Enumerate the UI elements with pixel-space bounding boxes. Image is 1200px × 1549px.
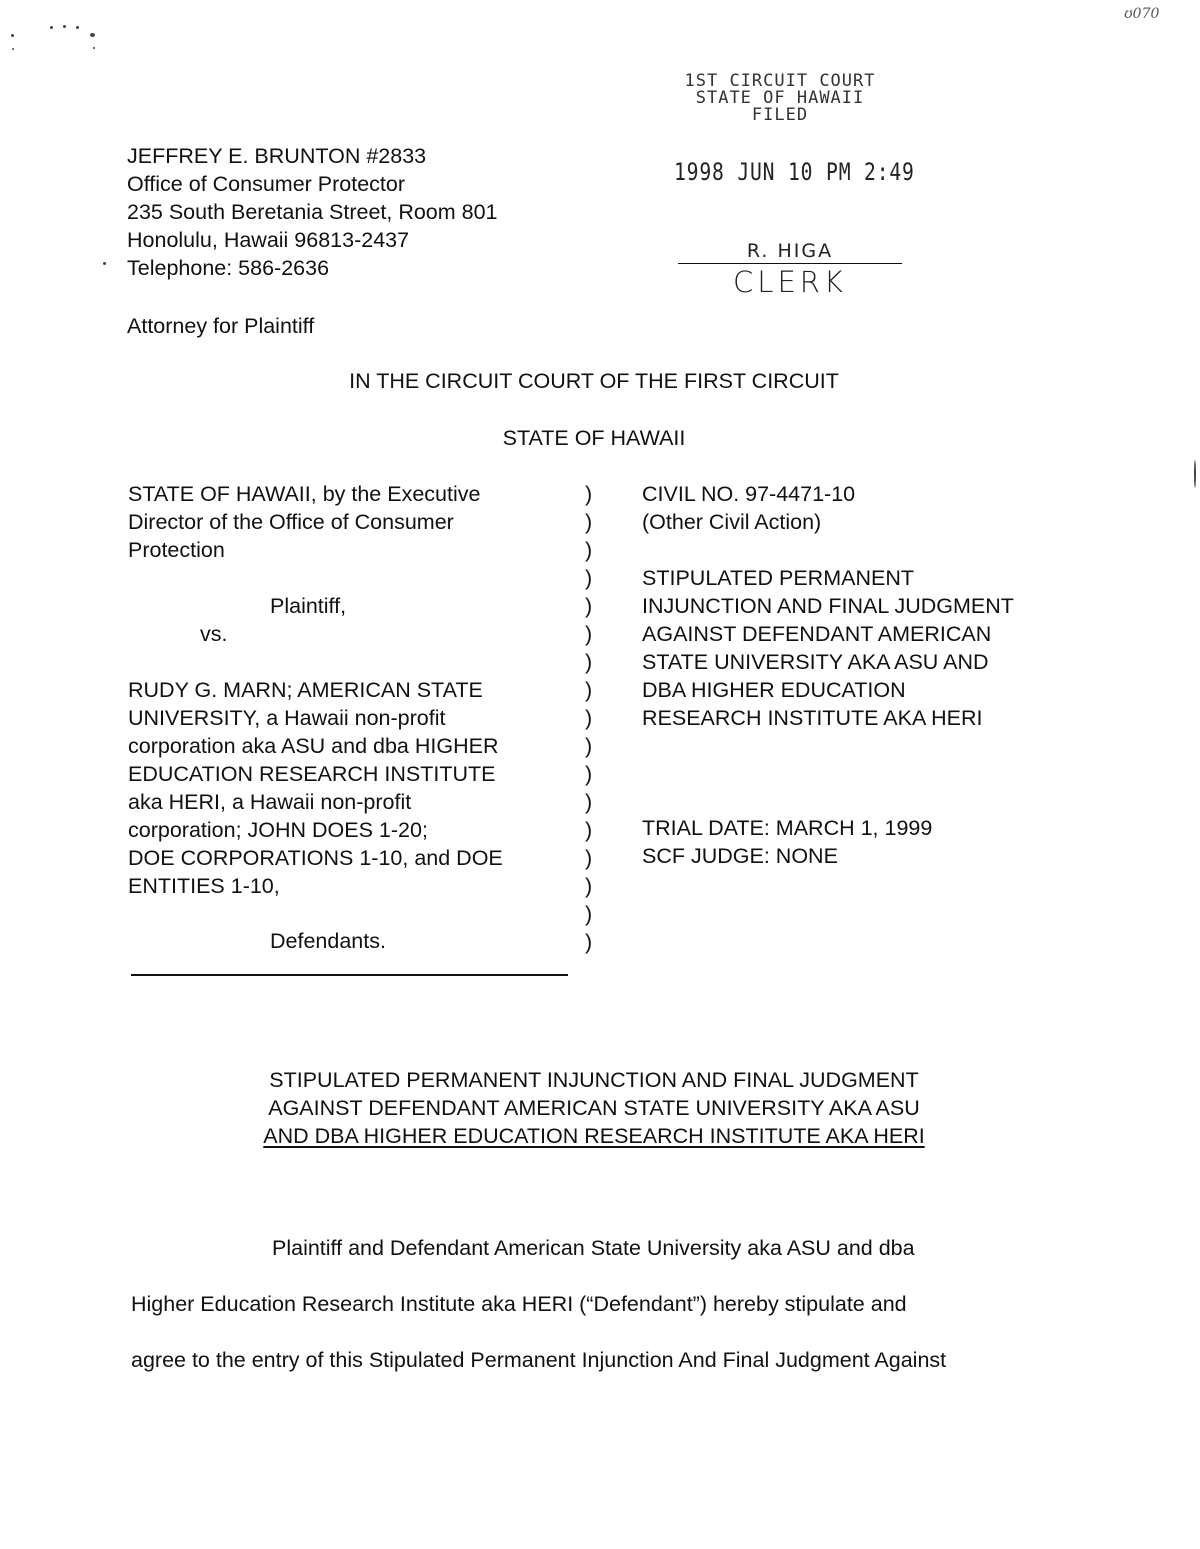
doc-title-line: STIPULATED PERMANENT [642, 566, 914, 590]
paren: ) [585, 706, 593, 730]
paren: ) [585, 510, 593, 534]
attorney-block [127, 142, 498, 282]
caption-rule [131, 974, 568, 976]
attorney-role: Attorney for Plaintiff [127, 314, 315, 338]
paren: ) [585, 650, 593, 674]
plaintiff-line: Protection [128, 538, 225, 562]
defendant-line: corporation; JOHN DOES 1-20; [128, 818, 428, 842]
court-state: STATE OF HAWAII [502, 426, 686, 450]
attorney-office: Office of Consumer Protector [127, 172, 406, 196]
clerk-name: R. HIGA [746, 240, 834, 262]
attorney-street: 235 South Beretania Street, Room 801 [127, 200, 498, 224]
paren: ) [585, 566, 593, 590]
heading-line: AGAINST DEFENDANT AMERICAN STATE UNIVERSITY AKA ASU [268, 1096, 920, 1120]
paren: ) [585, 818, 593, 842]
caption-defendants [128, 676, 503, 900]
stamp-state: STATE OF HAWAII [695, 88, 865, 108]
defendant-line: ENTITIES 1-10, [128, 874, 280, 898]
defendant-line: aka HERI, a Hawaii non-profit [128, 790, 412, 814]
stamp-datetime: 1998 JUN 10 PM 2:49 [674, 158, 915, 186]
body-line-3: agree to the entry of this Stipulated Permanent Injunction And Final Judgment Against [131, 1348, 947, 1372]
doc-title-line: STATE UNIVERSITY AKA ASU AND [642, 650, 989, 674]
versus-label: vs. [200, 622, 228, 646]
doc-title-line: AGAINST DEFENDANT AMERICAN [642, 622, 992, 646]
paren: ) [585, 846, 593, 870]
document-heading [0, 1066, 1188, 1150]
attorney-city: Honolulu, Hawaii 96813-2437 [127, 228, 410, 252]
body-line-1: Plaintiff and Defendant American State University aka ASU and dba [272, 1236, 915, 1260]
caption-plaintiff [128, 480, 480, 564]
paren: ) [585, 762, 593, 786]
caption-case-info [642, 480, 855, 536]
clerk-title: CLERK [733, 265, 847, 299]
judge: SCF JUDGE: NONE [642, 844, 838, 868]
court-title: IN THE CIRCUIT COURT OF THE FIRST CIRCUIT [349, 369, 839, 393]
defendant-line: DOE CORPORATIONS 1-10, and DOE [128, 846, 503, 870]
corner-file-mark: ʊ070 [1124, 6, 1160, 22]
paren: ) [585, 902, 593, 926]
caption-doc-title [642, 564, 1014, 732]
paren: ) [585, 930, 593, 954]
paren: ) [585, 482, 593, 506]
plaintiff-line: STATE OF HAWAII, by the Executive [128, 482, 481, 506]
trial-date: TRIAL DATE: MARCH 1, 1999 [642, 816, 933, 840]
paren: ) [585, 622, 593, 646]
civil-number: CIVIL NO. 97-4471-10 [642, 482, 856, 506]
paren: ) [585, 790, 593, 814]
defendant-line: corporation aka ASU and dba HIGHER [128, 734, 499, 758]
stamp-filed: FILED [751, 105, 809, 125]
caption-trial-info [642, 814, 932, 870]
attorney-name: JEFFREY E. BRUNTON #2833 [127, 144, 427, 168]
doc-title-line: INJUNCTION AND FINAL JUDGMENT [642, 594, 1014, 618]
defendant-line: RUDY G. MARN; AMERICAN STATE [128, 678, 483, 702]
paren: ) [585, 874, 593, 898]
paren: ) [585, 734, 593, 758]
filing-stamp [680, 73, 880, 124]
defendant-line: UNIVERSITY, a Hawaii non-profit [128, 706, 446, 730]
paren: ) [585, 538, 593, 562]
action-type: (Other Civil Action) [642, 510, 822, 534]
clerk-rule [678, 263, 902, 264]
plaintiff-line: Director of the Office of Consumer [128, 510, 454, 534]
paren: ) [585, 678, 593, 702]
stamp-court: 1ST CIRCUIT COURT [684, 71, 876, 91]
attorney-telephone: Telephone: 586-2636 [127, 256, 330, 280]
heading-line: STIPULATED PERMANENT INJUNCTION AND FINAL JUDGMENT [269, 1068, 919, 1092]
doc-title-line: DBA HIGHER EDUCATION [642, 678, 906, 702]
doc-title-line: RESEARCH INSTITUTE AKA HERI [642, 706, 983, 730]
plaintiff-label: Plaintiff, [270, 594, 347, 618]
caption-paren-column [585, 480, 597, 956]
body-line-2: Higher Education Research Institute aka HERI (“Defendant”) hereby stipulate and [131, 1292, 907, 1316]
paren: ) [585, 594, 593, 618]
heading-line-underlined: AND DBA HIGHER EDUCATION RESEARCH INSTITUTE AKA HERI [263, 1124, 925, 1148]
defendants-label: Defendants. [270, 929, 386, 953]
defendant-line: EDUCATION RESEARCH INSTITUTE [128, 762, 496, 786]
